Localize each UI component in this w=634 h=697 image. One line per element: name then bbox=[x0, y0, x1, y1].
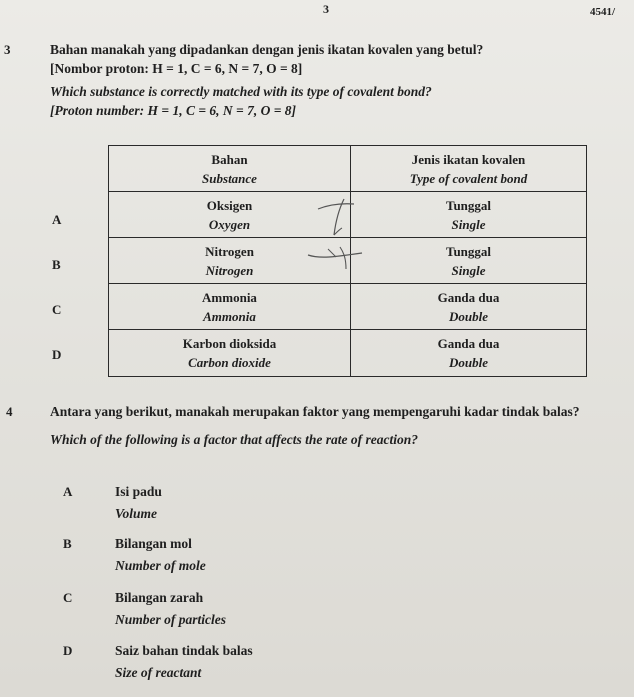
question-3-number: 3 bbox=[4, 42, 11, 57]
bond-en: Single bbox=[451, 262, 486, 278]
substance-ms: Oksigen bbox=[206, 197, 253, 213]
substance-cell bbox=[109, 238, 351, 284]
substance-cell bbox=[109, 330, 351, 377]
question-4-text-en: Which of the following is a factor that affects the rate of reaction? bbox=[50, 432, 419, 447]
substance-cell bbox=[109, 284, 351, 330]
question-4-number: 4 bbox=[6, 404, 13, 419]
question-3-proton-en: [Proton number: H = 1, C = 6, N = 7, O = 8] bbox=[50, 103, 297, 118]
table-header-cell bbox=[109, 146, 351, 192]
bond-en: Double bbox=[449, 355, 488, 370]
table-row bbox=[109, 192, 587, 238]
bond-cell bbox=[351, 284, 587, 330]
bond-cell bbox=[351, 238, 587, 284]
q4-option-ms[interactable]: Saiz bahan tindak balas bbox=[115, 643, 253, 658]
table-header-row bbox=[109, 146, 587, 192]
table-row bbox=[109, 330, 587, 377]
substance-ms: Ammonia bbox=[202, 289, 257, 305]
substance-cell bbox=[109, 192, 351, 238]
header-bond-ms: Jenis ikatan kovalen bbox=[411, 151, 526, 167]
substance-en: Nitrogen bbox=[205, 262, 254, 278]
q4-option-en[interactable]: Number of particles bbox=[115, 612, 226, 627]
question-3-text-ms: Bahan manakah yang dipadankan dengan jenis ikatan kovalen yang betul? bbox=[50, 42, 484, 57]
bond-ms: Tunggal bbox=[445, 243, 492, 259]
question-4-text-ms: Antara yang berikut, manakah merupakan faktor yang mempengaruhi kadar tindak balas? bbox=[50, 404, 580, 419]
q4-option-en[interactable]: Size of reactant bbox=[115, 665, 202, 680]
q4-option-ms[interactable]: Bilangan mol bbox=[115, 536, 192, 551]
question-3-text-en: Which substance is correctly matched with its type of covalent bond? bbox=[50, 84, 432, 99]
q4-option-letter[interactable]: A bbox=[63, 484, 73, 499]
header-substance-en: Substance bbox=[202, 170, 257, 186]
q3-option-letter[interactable]: B bbox=[52, 257, 61, 272]
bond-cell bbox=[351, 192, 587, 238]
header-substance-ms: Bahan bbox=[211, 151, 248, 167]
q4-option-ms[interactable]: Isi padu bbox=[115, 484, 162, 499]
bond-ms: Tunggal bbox=[445, 197, 492, 213]
covalent-bond-table bbox=[108, 145, 587, 377]
q3-option-letter[interactable]: C bbox=[52, 302, 62, 317]
q4-option-en[interactable]: Number of mole bbox=[115, 558, 206, 573]
substance-en: Carbon dioxide bbox=[188, 355, 271, 370]
header-bond-en: Type of covalent bond bbox=[409, 170, 528, 186]
q4-option-letter[interactable]: B bbox=[63, 536, 72, 551]
substance-ms: Nitrogen bbox=[205, 243, 254, 259]
substance-en: Oxygen bbox=[208, 216, 251, 232]
table-row bbox=[109, 238, 587, 284]
question-3-proton-ms: [Nombor proton: H = 1, C = 6, N = 7, O = 8] bbox=[50, 61, 303, 76]
q4-option-letter[interactable]: D bbox=[63, 643, 73, 658]
page-number: 3 bbox=[323, 2, 329, 16]
q4-option-en[interactable]: Volume bbox=[115, 506, 158, 521]
bond-en: Single bbox=[451, 216, 486, 232]
substance-ms: Karbon dioksida bbox=[182, 336, 277, 351]
bond-en: Double bbox=[449, 308, 488, 324]
bond-cell bbox=[351, 330, 587, 377]
paper-code: 4541/ bbox=[590, 6, 616, 18]
q4-option-letter[interactable]: C bbox=[63, 590, 73, 605]
table-header-cell bbox=[351, 146, 587, 192]
substance-en: Ammonia bbox=[203, 308, 256, 324]
q3-option-letter[interactable]: A bbox=[52, 212, 62, 227]
bond-ms: Ganda dua bbox=[437, 289, 500, 305]
q3-option-letter[interactable]: D bbox=[52, 347, 62, 362]
bond-ms: Ganda dua bbox=[437, 336, 500, 351]
table-row bbox=[109, 284, 587, 330]
q4-option-ms[interactable]: Bilangan zarah bbox=[115, 590, 204, 605]
